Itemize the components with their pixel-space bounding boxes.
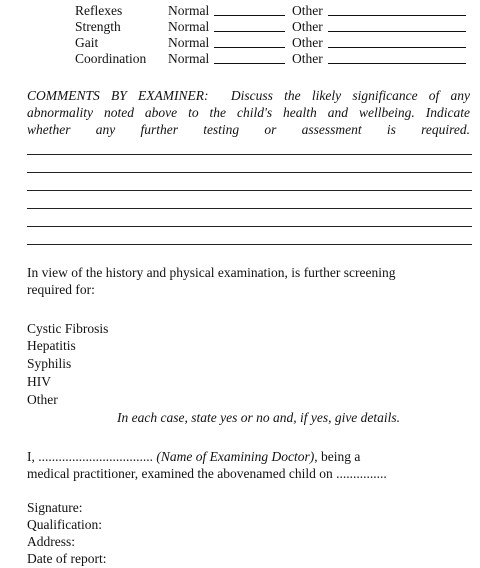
comment-answer-line[interactable] [27, 154, 472, 155]
comment-answer-line[interactable] [27, 208, 472, 209]
neuro-label: Gait [75, 35, 99, 50]
normal-label: Normal [168, 51, 210, 66]
comment-answer-line[interactable] [27, 190, 472, 191]
qualification-label: Qualification: [27, 517, 102, 532]
declaration-prefix: I, .................................. [27, 449, 153, 464]
normal-answer-line[interactable] [214, 15, 285, 16]
comments-line-2: abnormality noted above to the child's health and wellbeing. Indicate [27, 105, 470, 120]
condition-hepatitis: Hepatitis [27, 338, 76, 353]
condition-syphilis: Syphilis [27, 356, 72, 371]
comments-line-1 [27, 87, 470, 104]
other-label: Other [292, 19, 323, 34]
comment-answer-line[interactable] [27, 244, 472, 245]
normal-answer-line[interactable] [214, 47, 285, 48]
comments-line-3: whether any further testing or assessment is required. [27, 122, 470, 137]
other-answer-line[interactable] [328, 31, 466, 32]
doctor-name-hint: (Name of Examining Doctor) [156, 449, 315, 464]
declaration-line-1 [27, 448, 472, 465]
declaration-line-2: medical practitioner, examined the abovenamed child on ............... [27, 466, 387, 481]
comments-heading: COMMENTS BY EXAMINER: [27, 88, 209, 103]
comment-answer-line[interactable] [27, 172, 472, 173]
address-label: Address: [27, 534, 75, 549]
normal-answer-line[interactable] [214, 31, 285, 32]
screening-question [27, 264, 472, 298]
other-answer-line[interactable] [328, 63, 466, 64]
condition-hiv: HIV [27, 374, 51, 389]
normal-label: Normal [168, 19, 210, 34]
declaration-suffix: , being a [314, 449, 361, 464]
other-answer-line[interactable] [328, 47, 466, 48]
neuro-label: Reflexes [75, 3, 123, 18]
condition-cystic-fibrosis: Cystic Fibrosis [27, 321, 109, 336]
other-label: Other [292, 51, 323, 66]
neuro-row-strength [0, 19, 480, 35]
other-label: Other [292, 35, 323, 50]
comments-instructions [27, 87, 470, 138]
condition-other: Other [27, 392, 58, 407]
neuro-row-reflexes [0, 3, 480, 19]
neuro-row-gait [0, 35, 480, 51]
neuro-label: Coordination [75, 51, 147, 66]
date-of-report-label: Date of report: [27, 551, 107, 566]
screening-instruction: In each case, state yes or no and, if yes, give details. [117, 410, 401, 425]
screening-line-2: required for: [27, 282, 95, 297]
neuro-label: Strength [75, 19, 121, 34]
doctor-declaration [27, 448, 472, 482]
normal-label: Normal [168, 3, 210, 18]
normal-answer-line[interactable] [214, 63, 285, 64]
comment-answer-line[interactable] [27, 226, 472, 227]
signature-label: Signature: [27, 500, 83, 515]
normal-label: Normal [168, 35, 210, 50]
screening-line-1: In view of the history and physical examination, is further screening [27, 265, 396, 280]
neuro-row-coordination [0, 51, 480, 67]
comments-text-1: Discuss the likely significance of any [230, 88, 471, 103]
other-label: Other [292, 3, 323, 18]
other-answer-line[interactable] [328, 15, 466, 16]
